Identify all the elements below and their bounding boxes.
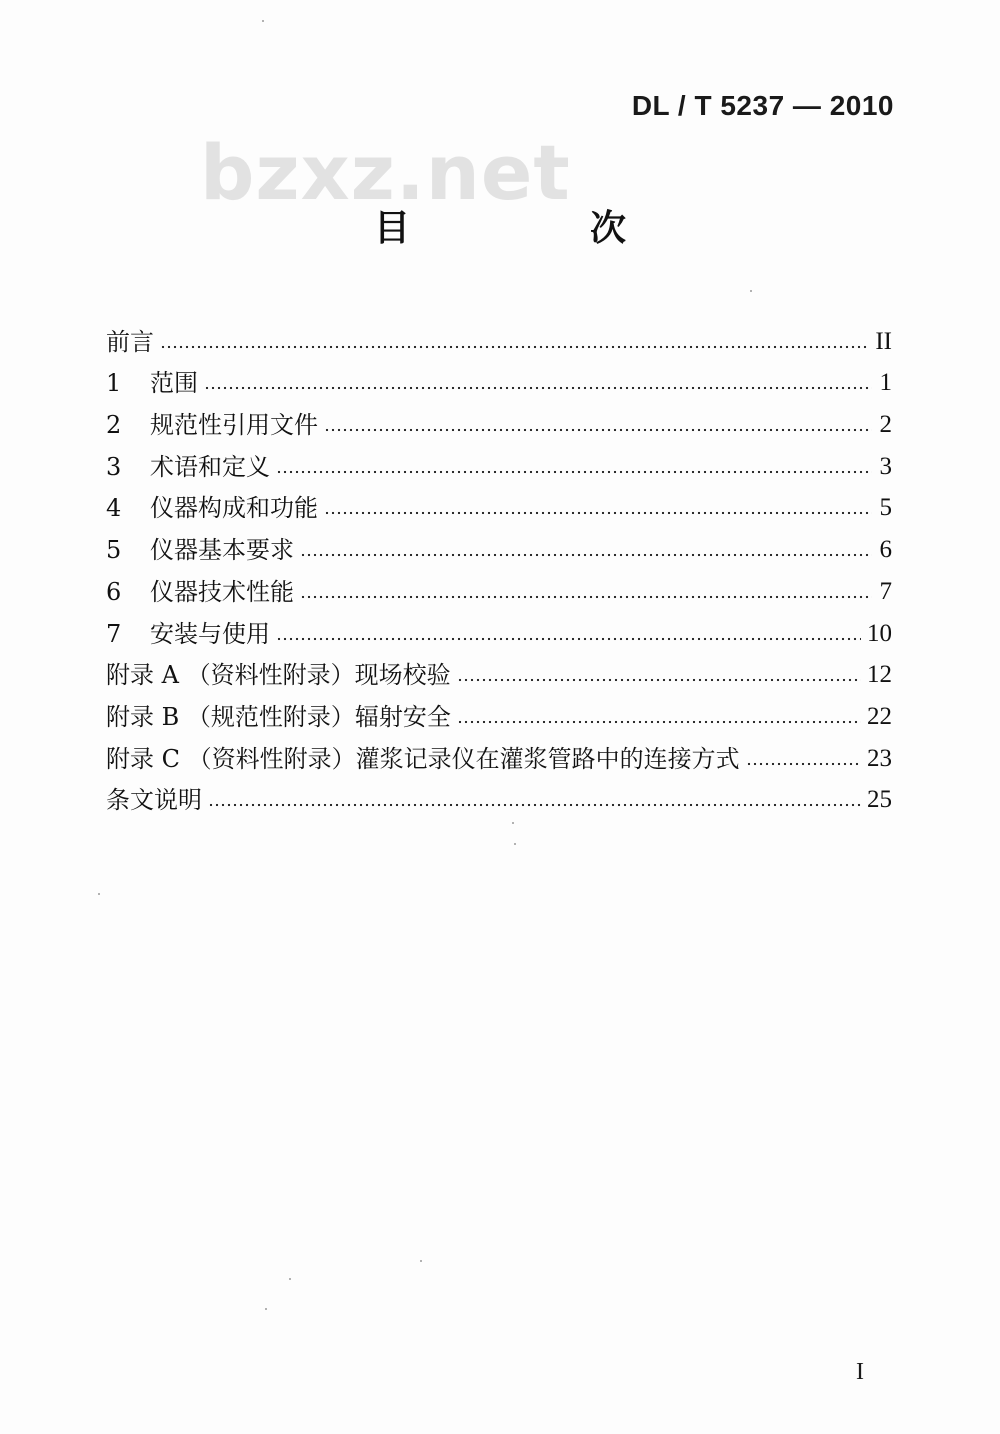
page-number: I bbox=[856, 1359, 864, 1385]
toc-entry-label bbox=[106, 744, 740, 773]
toc-dot-leader bbox=[300, 595, 872, 599]
toc-entry-title: 前言 bbox=[106, 327, 154, 356]
toc-entry-page: 5 bbox=[879, 494, 892, 522]
toc-entry-title: 附录 A （资料性附录）现场校验 bbox=[106, 661, 451, 690]
toc-entry-page: II bbox=[875, 327, 892, 355]
scan-speck bbox=[512, 822, 514, 824]
toc-entry-page: 1 bbox=[879, 369, 892, 397]
toc-entry[interactable] bbox=[106, 520, 892, 565]
toc-entry[interactable] bbox=[106, 437, 892, 479]
toc-entry-number: 2 bbox=[106, 411, 122, 440]
toc-entry-title: 仪器技术性能 bbox=[150, 577, 294, 606]
scan-speck bbox=[750, 290, 752, 292]
toc-dot-leader bbox=[204, 386, 872, 390]
toc-entry-label bbox=[106, 452, 270, 481]
toc-entry-label bbox=[106, 702, 451, 731]
toc-entry[interactable] bbox=[106, 729, 892, 771]
toc-dot-leader bbox=[276, 470, 872, 474]
toc-entry-label bbox=[106, 411, 318, 440]
toc-entry-number: 4 bbox=[106, 494, 122, 523]
toc-entry-label bbox=[106, 619, 270, 648]
standard-code: DL / T 5237 — 2010 bbox=[631, 90, 894, 121]
toc-entry-page: 6 bbox=[879, 536, 892, 564]
toc-dot-leader bbox=[324, 511, 872, 515]
toc-entry-label bbox=[106, 494, 318, 523]
toc-entry-title: 条文说明 bbox=[106, 786, 202, 815]
toc-entry[interactable] bbox=[106, 479, 892, 521]
toc-entry-page: 2 bbox=[879, 411, 892, 439]
scan-speck bbox=[289, 1278, 291, 1280]
toc-entry[interactable] bbox=[106, 395, 892, 440]
scan-speck bbox=[514, 843, 516, 845]
toc-entry[interactable] bbox=[106, 562, 892, 604]
toc-entry-label bbox=[106, 786, 202, 815]
toc-entry-number: 3 bbox=[106, 452, 122, 481]
toc-entry-label bbox=[106, 327, 154, 356]
toc-dot-leader bbox=[746, 762, 861, 766]
toc-title: 目 次 bbox=[373, 208, 698, 249]
toc-entry-number: 1 bbox=[106, 369, 122, 398]
toc-dot-leader bbox=[300, 553, 872, 557]
toc-entry-title: 术语和定义 bbox=[150, 452, 270, 481]
toc-entry-page: 12 bbox=[867, 661, 892, 689]
toc-entry-title: 附录 B （规范性附录）辐射安全 bbox=[106, 702, 451, 731]
toc-entry-page: 22 bbox=[867, 702, 892, 730]
toc-dot-leader bbox=[324, 428, 872, 432]
toc-dot-leader bbox=[160, 345, 869, 349]
toc-entry-title: 仪器基本要求 bbox=[150, 536, 294, 565]
toc-entry-label bbox=[106, 661, 451, 690]
toc-entry-number: 6 bbox=[106, 577, 122, 606]
scan-speck bbox=[98, 893, 100, 895]
toc-entry-title: 附录 C （资料性附录）灌浆记录仪在灌浆管路中的连接方式 bbox=[106, 744, 740, 773]
toc-dot-leader bbox=[276, 637, 861, 641]
scan-speck bbox=[262, 20, 264, 22]
watermark: bzxz.net bbox=[200, 128, 571, 217]
toc-entry-number: 5 bbox=[106, 536, 122, 565]
toc-entry-page: 25 bbox=[867, 786, 892, 814]
toc-entry-title: 规范性引用文件 bbox=[150, 411, 318, 440]
toc-entry-page: 7 bbox=[879, 577, 892, 605]
toc-entry-label bbox=[106, 536, 294, 565]
toc-entry-title: 安装与使用 bbox=[150, 619, 270, 648]
toc-entry-page: 23 bbox=[867, 744, 892, 772]
toc-entry-title: 范围 bbox=[150, 369, 198, 398]
toc-dot-leader bbox=[457, 678, 861, 682]
toc-entry[interactable] bbox=[106, 771, 892, 813]
toc-entry-title: 仪器构成和功能 bbox=[150, 494, 318, 523]
toc-entry[interactable] bbox=[106, 312, 892, 354]
table-of-contents bbox=[106, 312, 892, 815]
toc-entry-label bbox=[106, 369, 198, 398]
toc-entry[interactable] bbox=[106, 354, 892, 396]
toc-entry[interactable] bbox=[106, 646, 892, 688]
toc-entry-page: 10 bbox=[867, 619, 892, 647]
toc-entry-label bbox=[106, 577, 294, 606]
scan-speck bbox=[420, 1260, 422, 1262]
toc-entry[interactable] bbox=[106, 604, 892, 646]
toc-dot-leader bbox=[208, 803, 861, 807]
toc-entry[interactable] bbox=[106, 687, 892, 729]
toc-dot-leader bbox=[457, 720, 861, 724]
scan-speck bbox=[265, 1308, 267, 1310]
toc-entry-page: 3 bbox=[879, 452, 892, 480]
toc-entry-number: 7 bbox=[106, 619, 122, 648]
